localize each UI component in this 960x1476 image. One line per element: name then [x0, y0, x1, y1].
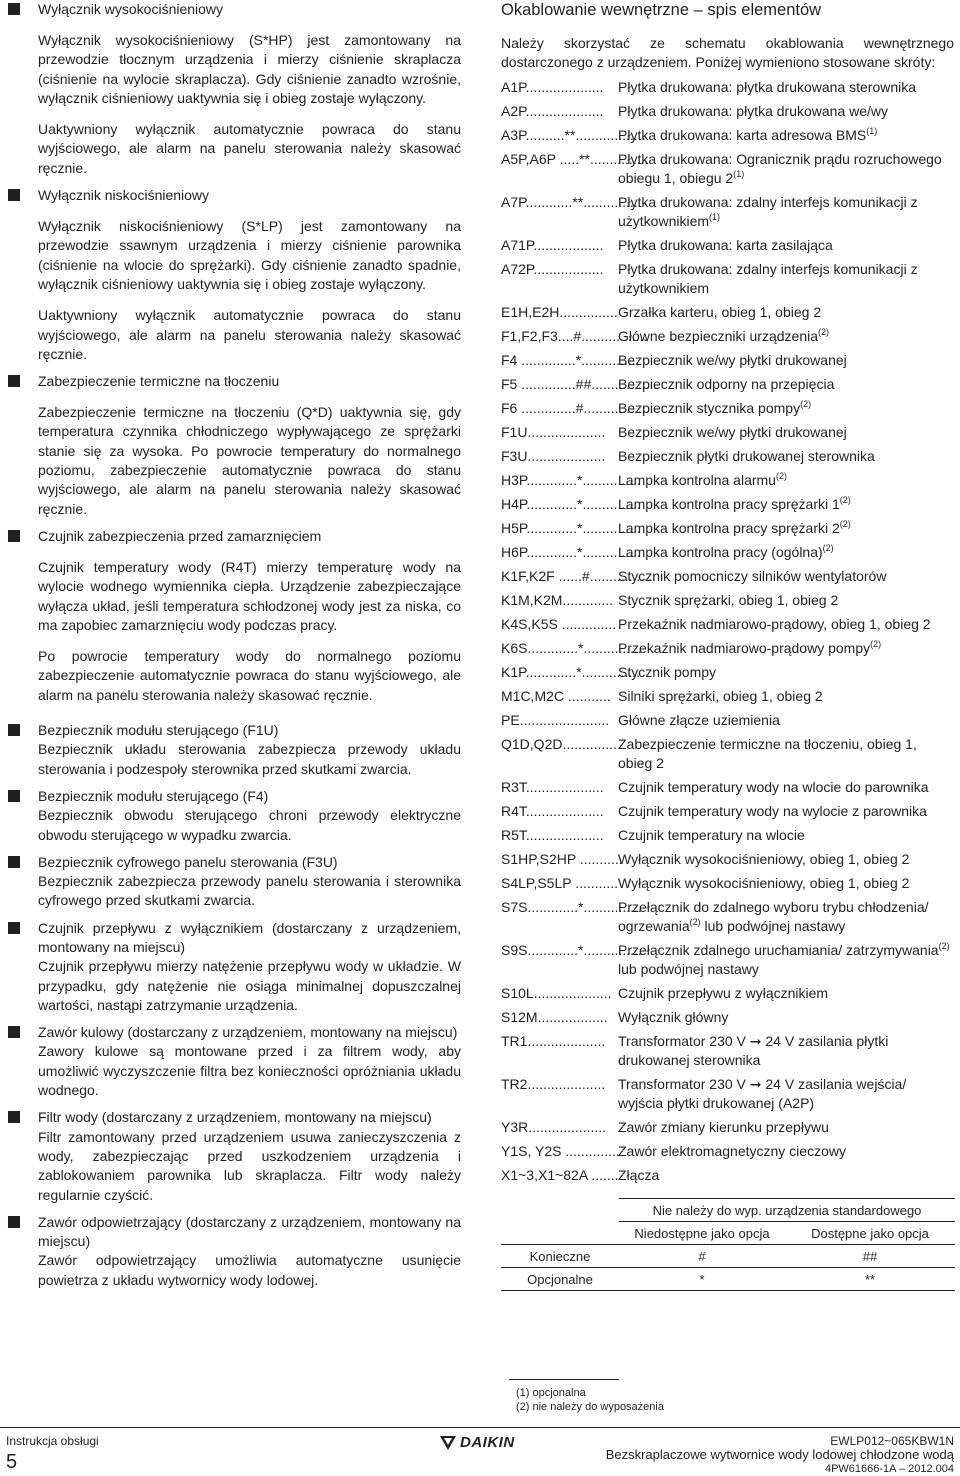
component-desc-text: Wyłącznik wysokociśnieniowy, obieg 1, obieg 2	[618, 874, 910, 891]
component-desc	[618, 850, 954, 869]
component-desc	[618, 150, 954, 188]
section-paragraph: Bezpiecznik zabezpiecza przewody panelu sterowania i sterownika cyfrowego przed skutkami zwarcia.	[38, 873, 461, 909]
component-entry	[501, 591, 954, 610]
safety-section	[8, 527, 461, 705]
component-desc-text: Lampka kontrolna pracy sprężarki 2	[618, 519, 840, 536]
bullet-icon	[8, 530, 20, 542]
footer-rule	[0, 1427, 960, 1428]
component-desc	[618, 735, 954, 773]
component-code: A71P..................	[501, 236, 604, 253]
bullet-icon	[8, 790, 20, 802]
daikin-logo-icon	[440, 1436, 456, 1450]
component-desc	[618, 351, 954, 370]
component-desc	[618, 1166, 954, 1185]
legend-col-available: Dostępne jako opcja	[785, 1222, 955, 1245]
component-code: A1P....................	[501, 78, 604, 95]
component-desc-text: Lampka kontrolna pracy sprężarki 1	[618, 495, 840, 512]
component-desc	[618, 471, 954, 490]
component-code: A5P,A6P .....**...............	[501, 150, 649, 167]
footnote-ref: (2)	[818, 326, 829, 337]
section-paragraph: Zawór odpowietrzający umożliwia automatyczne usunięcie powietrza z układu wytwornicy wody lodowej.	[38, 1252, 461, 1288]
component-desc	[618, 639, 954, 658]
component-desc-text: Zawór elektromagnetyczny cieczowy	[618, 1142, 846, 1159]
component-code: S7S.............*...............	[501, 898, 642, 915]
component-code: TR2....................	[501, 1075, 606, 1092]
component-desc-text: Czujnik temperatury wody na wlocie do parownika	[618, 778, 929, 795]
safety-section	[8, 372, 461, 519]
spacer	[8, 705, 461, 713]
component-desc-text: Czujnik temperatury na wlocie	[618, 826, 805, 843]
component-desc	[618, 543, 954, 562]
legend-cell: #	[619, 1245, 785, 1268]
component-entry	[501, 447, 954, 466]
component-desc-text: Transformator 230 V ➞ 24 V zasilania wejścia/ wyjścia płytki drukowanej (A2P)	[618, 1075, 907, 1111]
component-desc-text: lub podwójnej nastawy	[700, 917, 846, 934]
spacer	[8, 713, 461, 721]
bullet-icon	[8, 922, 20, 934]
component-entry	[501, 399, 954, 418]
bullet-icon	[8, 3, 20, 15]
spacer	[8, 1100, 461, 1108]
section-paragraph: Wyłącznik niskociśnieniowy (S*LP) jest zamontowany na przewodzie ssawnym urządzenia i mierzy ciśnienie parownika (ciśnienie na wlocie do sprężarki). Gdy ciśnienie zanadto spadnie, wyłącznik ciśnieniowy uaktywnia się i obieg zostaje wyłączony.	[38, 218, 461, 292]
safety-section	[8, 787, 461, 845]
section-title: Zawór odpowietrzający (dostarczany z urządzeniem, montowany na miejscu)	[38, 1213, 461, 1250]
component-code: A2P....................	[501, 102, 604, 119]
component-desc	[618, 78, 954, 97]
component-desc-text: Wyłącznik wysokociśnieniowy, obieg 1, obieg 2	[618, 850, 910, 867]
component-desc	[618, 663, 954, 682]
footnote-rule	[509, 1379, 619, 1380]
component-desc	[618, 615, 954, 634]
brand-name: DAIKIN	[460, 1434, 515, 1451]
component-desc	[618, 874, 954, 893]
safety-section	[8, 0, 461, 178]
component-code: A72P..................	[501, 260, 604, 277]
section-title: Wyłącznik wysokociśnieniowy	[38, 1, 224, 17]
component-entry	[501, 423, 954, 442]
component-desc	[618, 519, 954, 538]
component-entry	[501, 126, 954, 145]
safety-section	[8, 1213, 461, 1290]
component-code: S1HP,S2HP ...........	[501, 850, 623, 867]
component-code: S9S.............*...............	[501, 941, 642, 958]
safety-section	[8, 186, 461, 364]
component-desc-text: Płytka drukowana: zdalny interfejs komunikacji z użytkownikiem	[618, 193, 918, 229]
component-code: H6P.............*...............	[501, 543, 641, 560]
component-desc-text: Przełącznik zdalnego uruchamiania/ zatrzymywania	[618, 941, 939, 958]
legend-header: Nie należy do wyp. urządzenia standardowego	[619, 1199, 955, 1222]
component-entry	[501, 567, 954, 586]
component-entry	[501, 543, 954, 562]
component-entry	[501, 236, 954, 255]
footnote-ref: (1)	[866, 125, 878, 136]
component-code: PE.......................	[501, 711, 610, 728]
footnote-ref: (2)	[800, 398, 812, 409]
section-title: Zawór kulowy (dostarczany z urządzeniem, montowany na miejscu)	[38, 1024, 458, 1041]
bullet-icon	[8, 856, 20, 868]
component-desc-text: lub podwójnej nastawy	[618, 960, 759, 977]
footnote-ref: (2)	[870, 638, 882, 649]
component-entry	[501, 78, 954, 97]
section-paragraph: Uaktywniony wyłącznik automatycznie powraca do stanu wyjściowego, ale alarm na panelu sterowania należy skasować ręcznie.	[38, 121, 461, 176]
bullet-icon	[8, 1216, 20, 1228]
component-desc	[618, 941, 954, 979]
component-entry	[501, 375, 954, 394]
section-paragraph: Po powrocie temperatury wody do normalnego poziomu zabezpieczenie automatycznie powraca do stanu wyjściowego, ale alarm na panelu sterowania należy skasować ręcznie.	[38, 648, 461, 703]
footnote-ref: (2)	[689, 916, 701, 927]
footnote-ref: (2)	[839, 494, 851, 505]
spacer	[8, 1290, 461, 1298]
component-entry	[501, 1118, 954, 1137]
spacer	[8, 519, 461, 527]
section-title: Zabezpieczenie termiczne na tłoczeniu	[38, 373, 280, 390]
component-desc	[618, 1075, 954, 1113]
component-desc-text: Transformator 230 V ➞ 24 V zasilania płytki drukowanej sterownika	[618, 1032, 889, 1068]
component-desc-text: Przekaźnik nadmiarowo-prądowy, obieg 1, obieg 2	[618, 615, 931, 632]
section-paragraph: Zabezpieczenie termiczne na tłoczeniu (Q*D) uaktywnia się, gdy temperatura czynnika chłodniczego wypływającego ze sprężarki stanie się za wysoka. Po powrocie temperatury do normalnego poziomu, zabezpieczenie automatycznie powraca do stanu wyjściowego, ale alarm na panelu sterowania należy skasować ręcznie.	[38, 404, 461, 517]
component-desc	[618, 126, 954, 145]
component-desc-text: Główne bezpieczniki urządzenia	[618, 327, 818, 344]
component-entry	[501, 351, 954, 370]
component-desc-text: Stycznik sprężarki, obieg 1, obieg 2	[618, 591, 839, 608]
component-entry	[501, 519, 954, 538]
component-desc	[618, 423, 954, 442]
component-entry	[501, 941, 954, 979]
component-desc	[618, 1142, 954, 1161]
bullet-icon	[8, 1111, 20, 1123]
section-paragraph: Bezpiecznik układu sterowania zabezpiecza przewody układu sterowania i podzespoły sterownika przed skutkami zwarcia.	[38, 741, 461, 777]
component-desc-text: Bezpiecznik we/wy płytki drukowanej	[618, 423, 847, 440]
component-entry	[501, 1032, 954, 1070]
safety-section	[8, 853, 461, 911]
component-desc	[618, 711, 954, 730]
component-desc-text: Grzałka karteru, obieg 1, obieg 2	[618, 303, 822, 320]
component-code: H5P.............*...............	[501, 519, 641, 536]
section-paragraph: Czujnik temperatury wody (R4T) mierzy temperaturę wody na wylocie wodnego wymiennika ciepła. Urządzenie zabezpieczające wyłącza układ, jeśli temperatura schłodzonej wody jest za niska, co ma zapobiec zamarznięciu wody podczas pracy.	[38, 558, 461, 633]
bullet-icon	[8, 375, 20, 387]
component-entry	[501, 639, 954, 658]
left-column	[8, 0, 461, 1298]
spacer	[38, 294, 461, 306]
component-desc	[618, 236, 954, 255]
component-code: F4 ..............*...............	[501, 351, 640, 368]
spacer	[38, 391, 461, 403]
section-paragraph: Bezpiecznik obwodu sterującego chroni przewody elektryczne obwodu sterującego w wypadku zwarcia.	[38, 807, 461, 843]
component-desc-text: Wyłącznik główny	[618, 1008, 729, 1025]
legend-cell: **	[785, 1268, 955, 1291]
component-code: F3U....................	[501, 447, 606, 464]
section-paragraph: Zawory kulowe są montowane przed i za filtrem wody, aby umożliwić wyczyszczenie filtra bez konieczności opróżniania układu wodnego.	[38, 1043, 461, 1099]
wiring-title: Okablowanie wewnętrzne – spis elementów	[501, 1, 822, 19]
footnote-ref: (2)	[938, 940, 950, 951]
component-desc	[618, 984, 954, 1003]
component-entry	[501, 802, 954, 821]
component-entry	[501, 102, 954, 121]
component-code: H3P.............*...............	[501, 471, 641, 488]
component-desc-text: Bezpiecznik we/wy płytki drukowanej	[618, 351, 847, 368]
component-code: K1M,K2M.............	[501, 591, 614, 608]
component-desc	[618, 375, 954, 394]
component-desc	[618, 567, 954, 586]
component-desc-text: Lampka kontrolna pracy (ogólna)	[618, 543, 823, 560]
component-code: Y3R....................	[501, 1118, 607, 1135]
component-entry	[501, 1166, 954, 1185]
component-entry	[501, 898, 954, 936]
legend-col-unavailable: Niedostępne jako opcja	[619, 1222, 785, 1245]
section-title: Filtr wody (dostarczany z urządzeniem, montowany na miejscu)	[38, 1109, 432, 1126]
safety-section	[8, 721, 461, 779]
section-paragraph: Filtr zamontowany przed urządzeniem usuwa zanieczyszczenia z wody, zabezpieczając przed uszkodzeniem urządzenia i zablokowaniem parownika lub skraplacza. Filtr wody należy regularnie czyścić.	[38, 1128, 461, 1203]
component-entry	[501, 984, 954, 1003]
component-desc	[618, 591, 954, 610]
component-desc	[618, 1118, 954, 1137]
legend-cell: *	[619, 1268, 785, 1291]
footnote-ref: (2)	[822, 542, 834, 553]
section-paragraph: Wyłącznik wysokociśnieniowy (S*HP) jest zamontowany na przewodzie tłocznym urządzenia i mierzy ciśnienie skraplacza (ciśnienie na wylocie skraplacza). Gdy ciśnienie zanadto wzrośnie, wyłącznik ciśnieniowy uaktywnia się i obieg zostaje wyłączony.	[38, 32, 461, 106]
right-column	[501, 0, 954, 1190]
model-number: EWLP012~065KBW1N	[830, 1434, 954, 1448]
component-desc	[618, 1032, 954, 1070]
component-code: H4P.............*...............	[501, 495, 641, 512]
component-desc	[618, 898, 954, 936]
product-name: Bezskraplaczowe wytwornice wody lodowej chłodzone wodą	[605, 1447, 954, 1462]
daikin-logo	[440, 1434, 515, 1451]
component-desc-text: Zawór zmiany kierunku przepływu	[618, 1118, 829, 1135]
component-code: F1U....................	[501, 423, 606, 440]
component-entry	[501, 615, 954, 634]
component-code: S4LP,S5LP ...........	[501, 874, 619, 891]
component-desc-text: Lampka kontrolna alarmu	[618, 471, 776, 488]
component-entry	[501, 193, 954, 231]
component-entry	[501, 663, 954, 682]
bullet-icon	[8, 1026, 20, 1038]
component-entry	[501, 150, 954, 188]
component-code: R5T....................	[501, 826, 604, 843]
component-entry	[501, 687, 954, 706]
component-code: A3P..........**..................	[501, 126, 646, 143]
footnote-ref: (2)	[775, 470, 787, 481]
component-code: K1P.............*...............	[501, 663, 641, 680]
component-desc-text: Zabezpieczenie termiczne na tłoczeniu, obieg 1, obieg 2	[618, 735, 917, 771]
component-entry	[501, 850, 954, 869]
spacer	[8, 1205, 461, 1213]
component-desc-text: Czujnik przepływu z wyłącznikiem	[618, 984, 829, 1001]
component-desc-text: Bezpiecznik płytki drukowanej sterownika	[618, 447, 875, 464]
footnote: (2) nie należy do wyposażenia	[516, 1401, 664, 1413]
component-desc	[618, 495, 954, 514]
component-desc	[618, 778, 954, 797]
component-entry	[501, 735, 954, 773]
component-desc-text: Płytka drukowana: karta zasilająca	[618, 236, 833, 253]
safety-section	[8, 1023, 461, 1100]
component-code: S12M..................	[501, 1008, 608, 1025]
component-code: TR1....................	[501, 1032, 606, 1049]
section-title: Wyłącznik niskociśnieniowy	[38, 187, 210, 204]
component-desc-text: Główne złącze uziemienia	[618, 711, 780, 728]
spacer	[38, 19, 461, 31]
component-code: Y1S, Y2S ..............	[501, 1142, 620, 1159]
footnote: (1) opcjonalna	[516, 1387, 586, 1399]
spacer	[38, 546, 461, 558]
component-code: F1,F2,F3....#.................	[501, 327, 648, 344]
component-entry	[501, 1008, 954, 1027]
component-code: F6 ..............#..................	[501, 399, 654, 416]
footnote-ref: (1)	[709, 211, 721, 222]
component-code: R3T....................	[501, 778, 604, 795]
safety-section	[8, 919, 461, 1015]
component-desc	[618, 399, 954, 418]
legend-cell: ##	[785, 1245, 955, 1268]
component-entry	[501, 826, 954, 845]
footnote-ref: (1)	[733, 168, 745, 179]
component-desc	[618, 303, 954, 322]
footnote-ref: (2)	[839, 518, 851, 529]
component-entry	[501, 471, 954, 490]
section-title: Bezpiecznik modułu sterującego (F4)	[38, 787, 269, 804]
component-code: E1H,E2H...............	[501, 303, 618, 320]
spacer	[8, 364, 461, 372]
component-code: K4S,K5S ..............	[501, 615, 617, 632]
footnotes	[516, 1386, 664, 1414]
spacer	[38, 108, 461, 120]
component-desc	[618, 1008, 954, 1027]
section-title: Bezpiecznik cyfrowego panelu sterowania (F3U)	[38, 853, 338, 870]
component-entry	[501, 874, 954, 893]
document-id: 4PW61666-1A – 2012.004	[824, 1463, 954, 1475]
component-entry	[501, 778, 954, 797]
spacer	[8, 911, 461, 919]
component-desc-text: Płytka drukowana: karta adresowa BMS	[618, 126, 867, 143]
section-title: Czujnik zabezpieczenia przed zamarznięciem	[38, 527, 322, 544]
legend-row-optional: Opcjonalne	[501, 1268, 619, 1291]
component-code: K1F,K2F ......#.................	[501, 567, 656, 584]
spacer	[8, 178, 461, 186]
section-paragraph: Uaktywniony wyłącznik automatycznie powraca do stanu wyjściowego, ale alarm na panelu sterowania należy skasować ręcznie.	[38, 307, 461, 362]
legend-table	[501, 1198, 955, 1291]
component-list	[501, 78, 954, 1185]
spacer	[38, 635, 461, 647]
component-desc-text: Przekaźnik nadmiarowo-prądowy pompy	[618, 639, 871, 656]
doc-type: Instrukcja obsługi	[6, 1434, 99, 1448]
component-desc-text: Stycznik pompy	[618, 663, 717, 680]
component-desc-text: Bezpiecznik odporny na przepięcia	[618, 375, 835, 392]
component-entry	[501, 327, 954, 346]
component-desc-text: Złącza	[618, 1166, 660, 1183]
section-title: Bezpiecznik modułu sterującego (F1U)	[38, 722, 279, 739]
component-desc-text: Czujnik temperatury wody na wylocie z parownika	[618, 802, 927, 819]
component-desc	[618, 687, 954, 706]
component-entry	[501, 1075, 954, 1113]
component-desc-text: Płytka drukowana: zdalny interfejs komunikacji z użytkownikiem	[618, 260, 918, 296]
legend-row-required: Konieczne	[501, 1245, 619, 1268]
component-desc	[618, 447, 954, 466]
bullet-icon	[8, 724, 20, 736]
component-code: Q1D,Q2D..............	[501, 735, 617, 752]
component-desc	[618, 102, 954, 121]
spacer	[8, 779, 461, 787]
component-desc-text: Silniki sprężarki, obieg 1, obieg 2	[618, 687, 823, 704]
component-code: R4T....................	[501, 802, 604, 819]
component-code: F5 ..............##.................	[501, 375, 658, 392]
component-desc-text: Płytka drukowana: płytka drukowana we/wy	[618, 102, 889, 119]
spacer	[8, 1015, 461, 1023]
bullet-icon	[8, 189, 20, 201]
component-desc	[618, 826, 954, 845]
component-desc-text: Stycznik pomocniczy silników wentylatorów	[618, 567, 887, 584]
wiring-intro: Należy skorzystać ze schematu okablowania wewnętrznego dostarczonego z urządzeniem. Poniżej wymieniono stosowane skróty:	[501, 35, 954, 71]
component-desc-text: Płytka drukowana: Ogranicznik prądu rozruchowego obiegu 1, obiegu 2	[618, 150, 942, 186]
component-code: X1~3,X1~82A .......	[501, 1166, 619, 1183]
section-paragraph: Czujnik przepływu mierzy natężenie przepływu wody w układzie. W przypadku, gdy natężenie nie osiąga minimalnej dopuszczalnej wartości, nastąpi zatrzymanie urządzenia.	[38, 958, 461, 1013]
section-title: Czujnik przepływu z wyłącznikiem (dostarczany z urządzeniem, montowany na miejscu)	[38, 919, 461, 955]
spacer	[8, 845, 461, 853]
component-desc	[618, 260, 954, 298]
component-entry	[501, 495, 954, 514]
component-entry	[501, 303, 954, 322]
component-desc	[618, 193, 954, 231]
component-desc-text: Płytka drukowana: płytka drukowana sterownika	[618, 78, 917, 95]
component-desc-text: Przełącznik do zdalnego wyboru trybu chłodzenia/ ogrzewania	[618, 898, 929, 934]
component-desc	[618, 327, 954, 346]
safety-section	[8, 1108, 461, 1204]
page-number: 5	[6, 1451, 18, 1473]
component-code: K6S.............*...............	[501, 639, 642, 656]
component-entry	[501, 1142, 954, 1161]
component-code: A7P............**...............	[501, 193, 642, 210]
component-code: S10L....................	[501, 984, 612, 1001]
component-desc-text: Bezpiecznik stycznika pompy	[618, 399, 801, 416]
component-code: M1C,M2C ...........	[501, 687, 611, 704]
component-desc	[618, 802, 954, 821]
component-entry	[501, 260, 954, 298]
spacer	[38, 205, 461, 217]
component-entry	[501, 711, 954, 730]
